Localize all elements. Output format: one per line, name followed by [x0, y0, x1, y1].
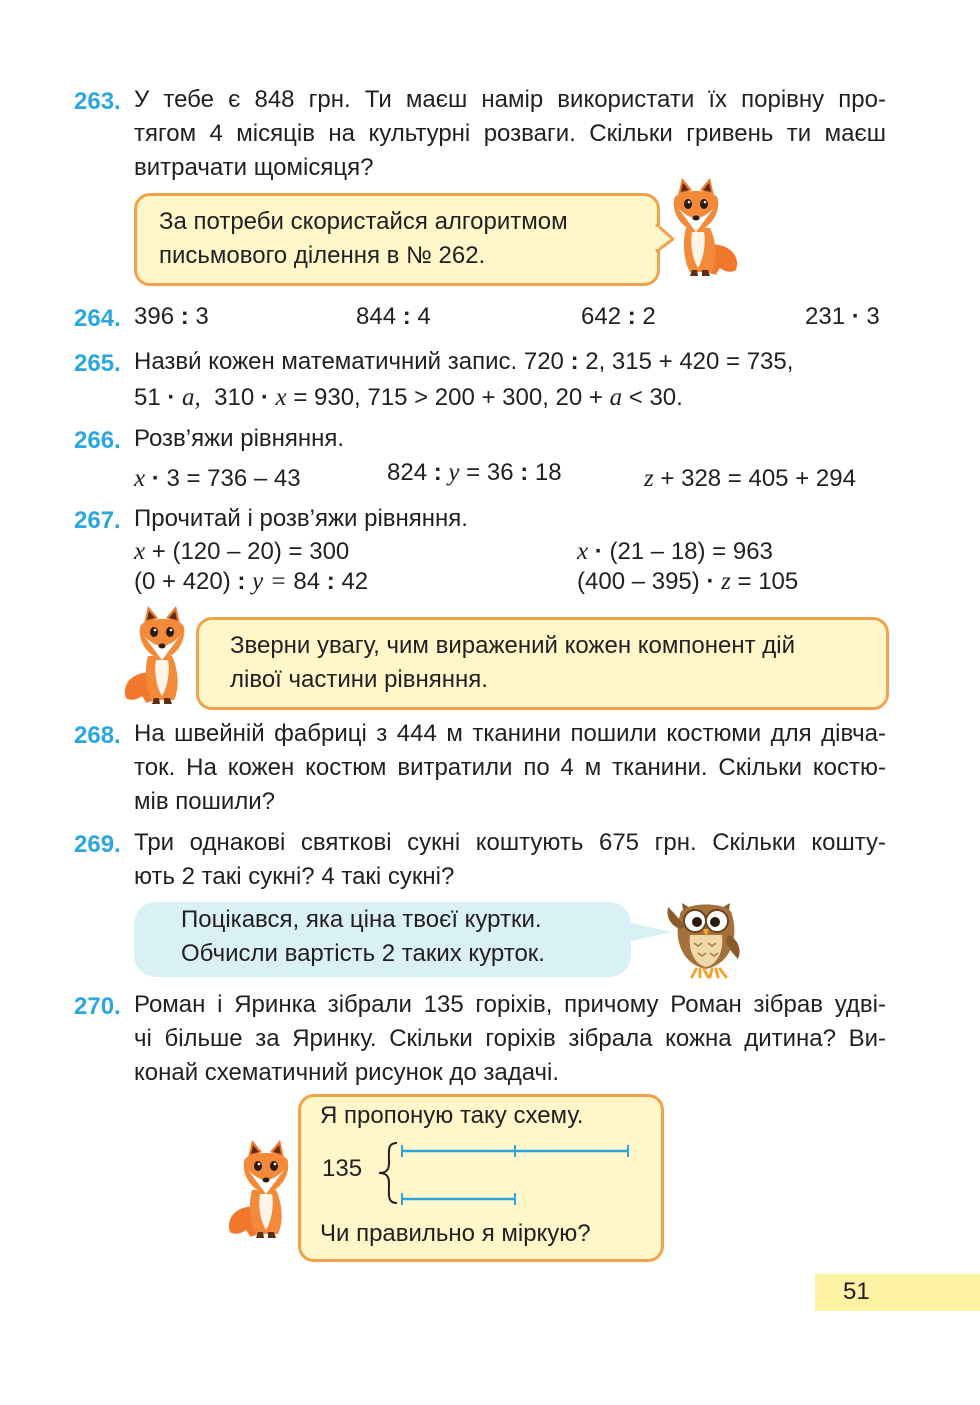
task-number-266: 266. [74, 427, 121, 454]
fox-icon [118, 606, 198, 706]
task-270-line-3: конай схематичний рисунок до задачі. [134, 1059, 560, 1086]
task-263-line-1: У тебе є 848 грн. Ти маєш намір використати їх порівну про- [134, 86, 886, 113]
equation-266-2: 824 : y = 36 : 18 [387, 459, 562, 486]
equation-267-4: (400 – 395) · z = 105 [577, 568, 799, 595]
hint-270-top: Я пропоную таку схему. [320, 1102, 584, 1129]
task-number-263: 263. [74, 88, 121, 115]
task-number-268: 268. [74, 722, 121, 749]
task-270-line-1: Роман і Яринка зібрали 135 горіхів, причому Роман зібрав удві- [134, 991, 886, 1018]
task-269-line-2: ють 2 такі сукні? 4 такі сукні? [134, 863, 455, 890]
owl-icon [664, 893, 748, 979]
task-263-line-3: витрачати щомісяця? [134, 154, 374, 181]
task-263-line-2: тягом 4 місяців на культурні розваги. Скільки гривень ти маєш [134, 120, 886, 147]
task-266-title: Розв’яжи рівняння. [134, 425, 345, 452]
hint-bubble-263 [134, 193, 660, 286]
fox-icon [222, 1140, 302, 1240]
hint-bubble-267 [196, 617, 889, 710]
page-number: 51 [843, 1278, 870, 1305]
task-268-line-3: мів пошили? [134, 788, 276, 815]
task-number-265: 265. [74, 350, 121, 377]
scheme-label: 135 [322, 1155, 363, 1182]
equation-266-3: z + 328 = 405 + 294 [644, 465, 856, 492]
hint-269-line-2: Обчисли вартість 2 таких курток. [181, 940, 545, 967]
task-265-line-2: 51 · a, 310 · x = 930, 715 > 200 + 300, 20 + a < 30. [134, 384, 683, 411]
fox-icon [664, 178, 744, 278]
task-268-line-2: ток. На кожен костюм витратили по 4 м тканини. Скільки костю- [134, 754, 886, 781]
expr-264-3: 642 : 2 [581, 303, 656, 330]
scheme-diagram [373, 1137, 635, 1217]
hint-263-line-2: письмового ділення в № 262. [159, 242, 486, 269]
hint-270-bottom: Чи правильно я міркую? [320, 1220, 591, 1247]
equation-267-3: (0 + 420) : y = 84 : 42 [134, 568, 369, 595]
task-269-line-1: Три однакові святкові сукні коштують 675 грн. Скільки кошту- [134, 829, 886, 856]
task-265-line-1: Назви́ кожен математичний запис. 720 : 2, 315 + 420 = 735, [134, 348, 794, 375]
equation-266-1: x · 3 = 736 – 43 [134, 465, 301, 492]
task-number-270: 270. [74, 993, 121, 1020]
hint-267-line-2: лівої частини рівняння. [230, 666, 488, 693]
task-number-267: 267. [74, 507, 121, 534]
task-268-line-1: На швейній фабриці з 444 м тканини пошили костюми для дівча- [134, 720, 886, 747]
hint-263-line-1: За потреби скористайся алгоритмом [159, 208, 568, 235]
task-number-264: 264. [74, 305, 121, 332]
hint-bubble-270 [298, 1094, 664, 1262]
hint-bubble-269 [134, 902, 631, 977]
equation-267-1: x + (120 – 20) = 300 [134, 538, 350, 565]
task-270-line-2: чі більше за Яринку. Скільки горіхів зібрала кожна дитина? Ви- [134, 1025, 886, 1052]
task-number-269: 269. [74, 831, 121, 858]
expr-264-4: 231 · 3 [805, 303, 880, 330]
page-number-bar [815, 1274, 980, 1311]
task-267-title: Прочитай і розв’яжи рівняння. [134, 505, 468, 532]
equation-267-2: x · (21 – 18) = 963 [577, 538, 773, 565]
expr-264-1: 396 : 3 [134, 303, 209, 330]
hint-269-line-1: Поцікався, яка ціна твоєї куртки. [181, 906, 542, 933]
hint-267-line-1: Зверни увагу, чим виражений кожен компонент дій [230, 632, 795, 659]
expr-264-2: 844 : 4 [356, 303, 431, 330]
